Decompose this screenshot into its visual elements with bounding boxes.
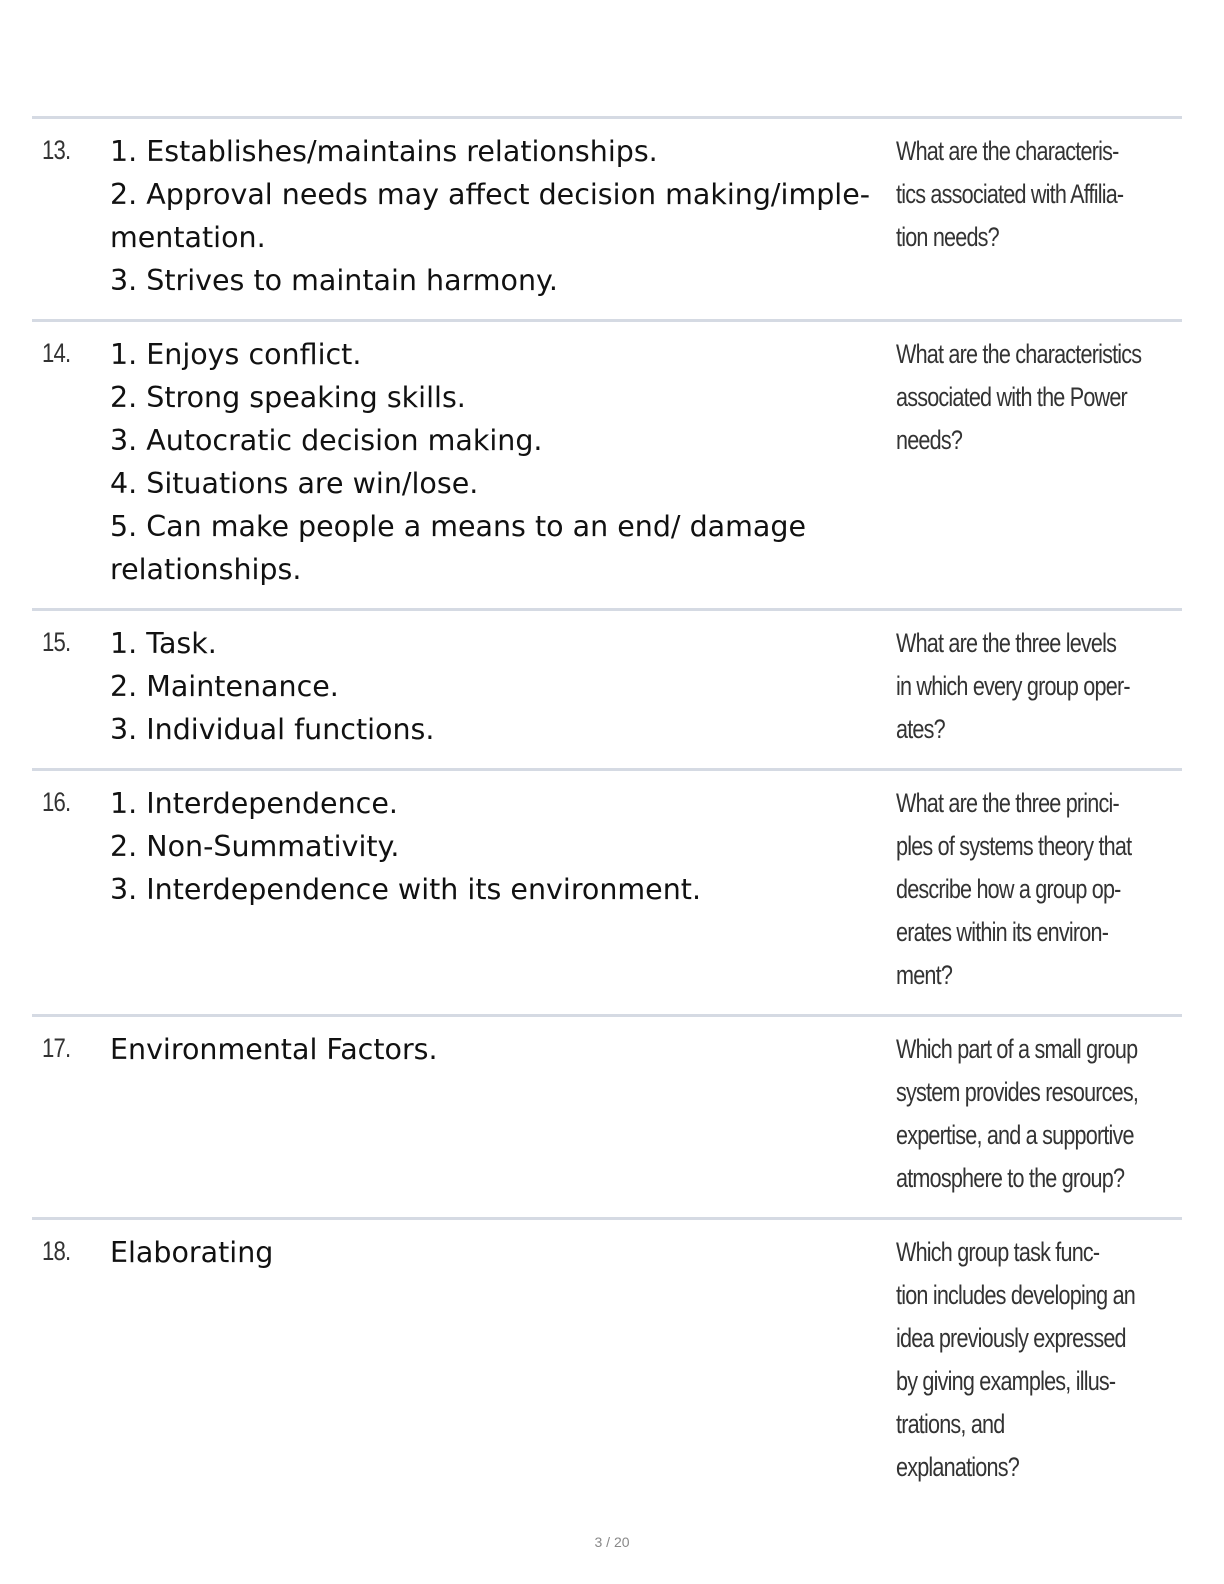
answer-line: 3. Individual functions.: [110, 713, 435, 746]
question-line: expertise, and a supportive: [896, 1120, 1134, 1150]
card-number: 16.: [42, 787, 71, 817]
answer-line: 4. Situations are win/lose.: [110, 467, 479, 500]
question-line: associated with the Power: [896, 382, 1127, 412]
question-line: erates within its environ-: [896, 917, 1109, 947]
question-line: in which every group oper-: [896, 671, 1130, 701]
card-question: [896, 1231, 1152, 1489]
question-line: tion includes developing an: [896, 1280, 1135, 1310]
card-number: 15.: [42, 627, 71, 657]
flashcard-13: [32, 116, 1182, 319]
question-line: What are the characteris-: [896, 136, 1119, 166]
answer-line: 5. Can make people a means to an end/ damage: [110, 510, 806, 543]
flashcard-18: [32, 1217, 1182, 1510]
question-line: What are the characteristics: [896, 339, 1142, 369]
answer-line: 1. Task.: [110, 627, 217, 660]
card-question: [896, 782, 1152, 997]
answer-line: 1. Enjoys conflict.: [110, 338, 362, 371]
flashcard-sheet: [32, 116, 1182, 1510]
answer-line: 1. Interdependence.: [110, 787, 398, 820]
question-line: tics associated with Affilia-: [896, 179, 1124, 209]
card-question: [896, 1028, 1152, 1200]
page-indicator: 3 / 20: [594, 1534, 630, 1550]
question-line: ples of systems theory that: [896, 831, 1132, 861]
question-line: atmosphere to the group?: [896, 1163, 1125, 1193]
flashcard-17: [32, 1014, 1182, 1217]
question-line: system provides resources,: [896, 1077, 1139, 1107]
card-number: 18.: [42, 1236, 71, 1266]
flashcard-16: [32, 768, 1182, 1014]
question-line: ates?: [896, 714, 945, 744]
answer-line: Elaborating: [110, 1236, 274, 1269]
question-line: tion needs?: [896, 222, 999, 252]
answer-line: mentation.: [110, 221, 266, 254]
answer-line: relationships.: [110, 553, 302, 586]
answer-line: 2. Strong speaking skills.: [110, 381, 466, 414]
card-number: 17.: [42, 1033, 71, 1063]
question-line: by giving examples, illus-: [896, 1366, 1116, 1396]
card-answer: [110, 333, 900, 591]
question-line: needs?: [896, 425, 963, 455]
card-number: 13.: [42, 135, 71, 165]
question-line: explanations?: [896, 1452, 1019, 1482]
question-line: What are the three princi-: [896, 788, 1119, 818]
card-number: 14.: [42, 338, 71, 368]
answer-line: 3. Strives to maintain harmony.: [110, 264, 558, 297]
question-line: ment?: [896, 960, 953, 990]
question-line: idea previously expressed: [896, 1323, 1126, 1353]
card-question: [896, 130, 1152, 259]
flashcard-15: [32, 608, 1182, 768]
question-line: describe how a group op-: [896, 874, 1121, 904]
card-answer: [110, 782, 900, 911]
card-answer: [110, 622, 900, 751]
question-line: Which part of a small group: [896, 1034, 1138, 1064]
answer-line: 2. Maintenance.: [110, 670, 339, 703]
card-question: [896, 333, 1152, 462]
answer-line: 3. Autocratic decision making.: [110, 424, 543, 457]
flashcard-14: [32, 319, 1182, 608]
answer-line: Environmental Factors.: [110, 1033, 438, 1066]
answer-line: 2. Approval needs may affect decision making/imple-: [110, 178, 871, 211]
question-line: What are the three levels: [896, 628, 1117, 658]
card-answer: [110, 1231, 900, 1274]
question-line: trations, and: [896, 1409, 1005, 1439]
question-line: Which group task func-: [896, 1237, 1100, 1267]
answer-line: 1. Establishes/maintains relationships.: [110, 135, 658, 168]
card-answer: [110, 130, 900, 302]
card-question: [896, 622, 1152, 751]
answer-line: 2. Non-Summativity.: [110, 830, 400, 863]
card-answer: [110, 1028, 900, 1071]
answer-line: 3. Interdependence with its environment.: [110, 873, 701, 906]
